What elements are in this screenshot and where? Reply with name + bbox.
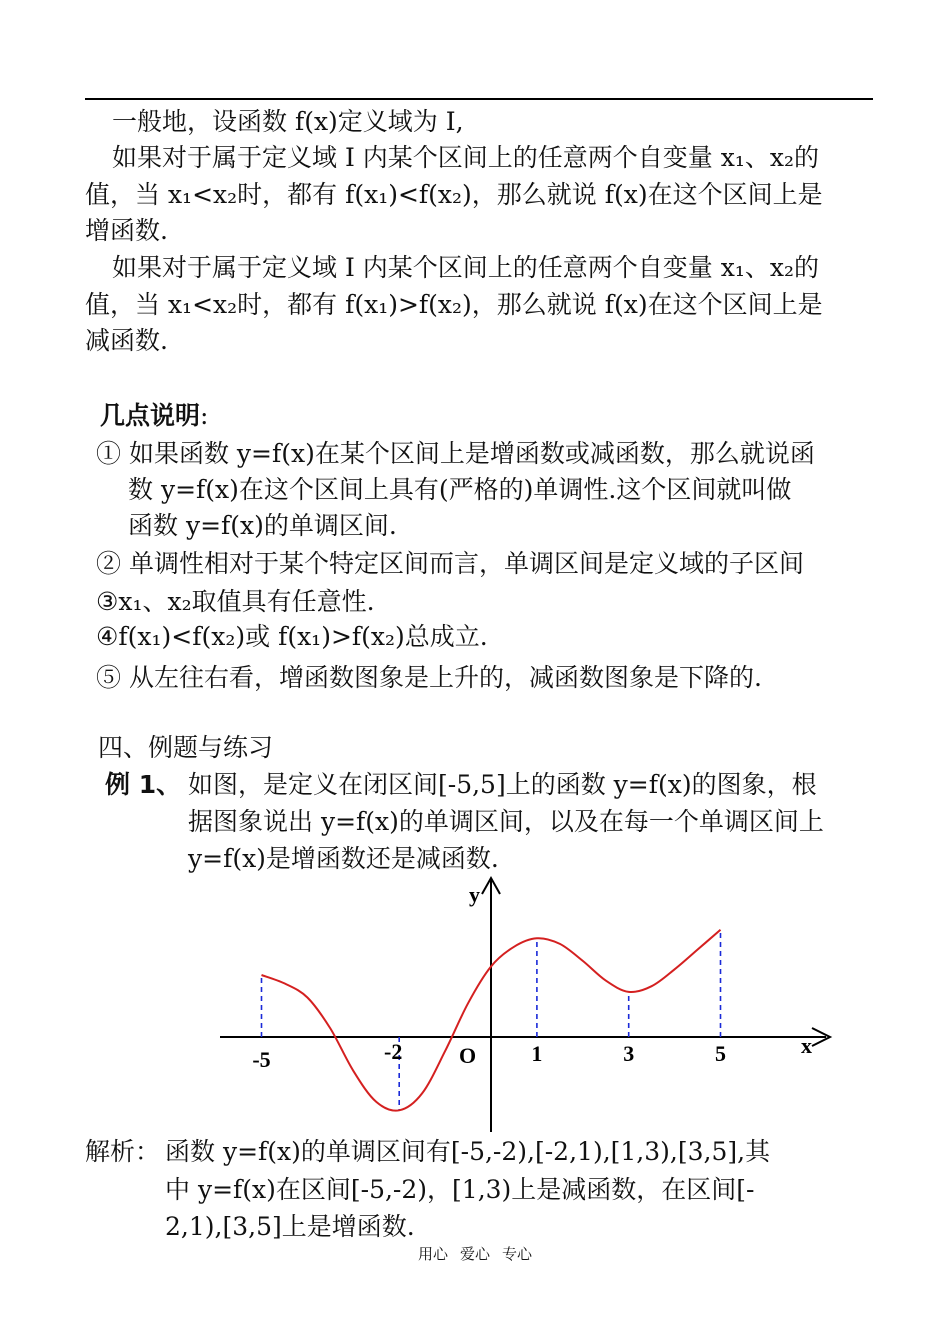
definition-decreasing-line-3: 减函数. — [85, 326, 168, 355]
definition-intro: 一般地，设函数 f(x)定义域为 I, — [112, 107, 464, 136]
x-tick-label: -2 — [384, 1039, 403, 1064]
notes-heading-colon: : — [200, 401, 209, 430]
x-tick-label: 3 — [623, 1041, 635, 1066]
answer-line-3: 2,1),[3,5]上是增函数. — [165, 1212, 415, 1241]
definition-decreasing-line-1: 如果对于属于定义域 I 内某个区间上的任意两个自变量 x₁、x₂的 — [112, 253, 819, 282]
x-axis-label: x — [801, 1033, 812, 1058]
note-2: ② 单调性相对于某个特定区间而言，单调区间是定义域的子区间 — [96, 549, 804, 578]
x-tick-label: 5 — [715, 1041, 726, 1066]
definition-increasing-line-3: 增函数. — [85, 216, 168, 245]
footer-item-2: 爱心 — [459, 1245, 490, 1263]
note-4: ④f(x₁)<f(x₂)或 f(x₁)>f(x₂)总成立. — [96, 622, 488, 651]
notes-heading-text: 几点说明 — [100, 401, 201, 430]
example-1-line-3: y=f(x)是增函数还是减函数. — [188, 844, 499, 873]
example-1-label: 例 1、 — [105, 770, 182, 799]
note-1-line-3: 函数 y=f(x)的单调区间. — [128, 511, 397, 540]
definition-increasing-line-2: 值，当 x₁<x₂时，都有 f(x₁)<f(x₂)，那么就说 f(x)在这个区间上是 — [85, 180, 823, 209]
y-axis-label: y — [469, 882, 480, 907]
section-title: 四、例题与练习 — [98, 733, 274, 762]
x-tick-label: 1 — [531, 1041, 543, 1066]
note-1-line-1: ① 如果函数 y=f(x)在某个区间上是增函数或减函数，那么就说函 — [96, 439, 815, 468]
definition-decreasing-line-2: 值，当 x₁<x₂时，都有 f(x₁)>f(x₂)，那么就说 f(x)在这个区间上是 — [85, 290, 823, 319]
footer-item-3: 专心 — [502, 1245, 533, 1263]
header-rule — [85, 98, 873, 100]
definition-increasing-line-1: 如果对于属于定义域 I 内某个区间上的任意两个自变量 x₁、x₂的 — [112, 143, 819, 172]
note-5: ⑤ 从左往右看，增函数图象是上升的，减函数图象是下降的. — [96, 663, 762, 692]
answer-line-2: 中 y=f(x)在区间[-5,-2)，[1,3)上是减函数，在区间[- — [165, 1175, 755, 1204]
example-1-line-2: 据图象说出 y=f(x)的单调区间，以及在每一个单调区间上 — [188, 807, 824, 836]
y-axis-arrow — [482, 878, 500, 894]
origin-label: O — [459, 1043, 477, 1068]
example-1-line-1: 如图，是定义在闭区间[-5,5]上的函数 y=f(x)的图象，根 — [188, 770, 817, 799]
answer-label: 解析： — [85, 1137, 161, 1166]
x-tick-label: -5 — [252, 1047, 271, 1072]
note-1-line-2: 数 y=f(x)在这个区间上具有(严格的)单调性.这个区间就叫做 — [128, 475, 792, 504]
footer-item-1: 用心 — [417, 1245, 448, 1263]
note-3: ③x₁、x₂取值具有任意性. — [96, 587, 375, 616]
notes-heading — [100, 398, 890, 434]
x-axis-arrow — [812, 1028, 830, 1046]
function-curve — [262, 930, 721, 1111]
footer — [0, 1244, 950, 1264]
answer-line-1: 函数 y=f(x)的单调区间有[-5,-2),[-2,1),[1,3),[3,5],其 — [165, 1137, 771, 1166]
